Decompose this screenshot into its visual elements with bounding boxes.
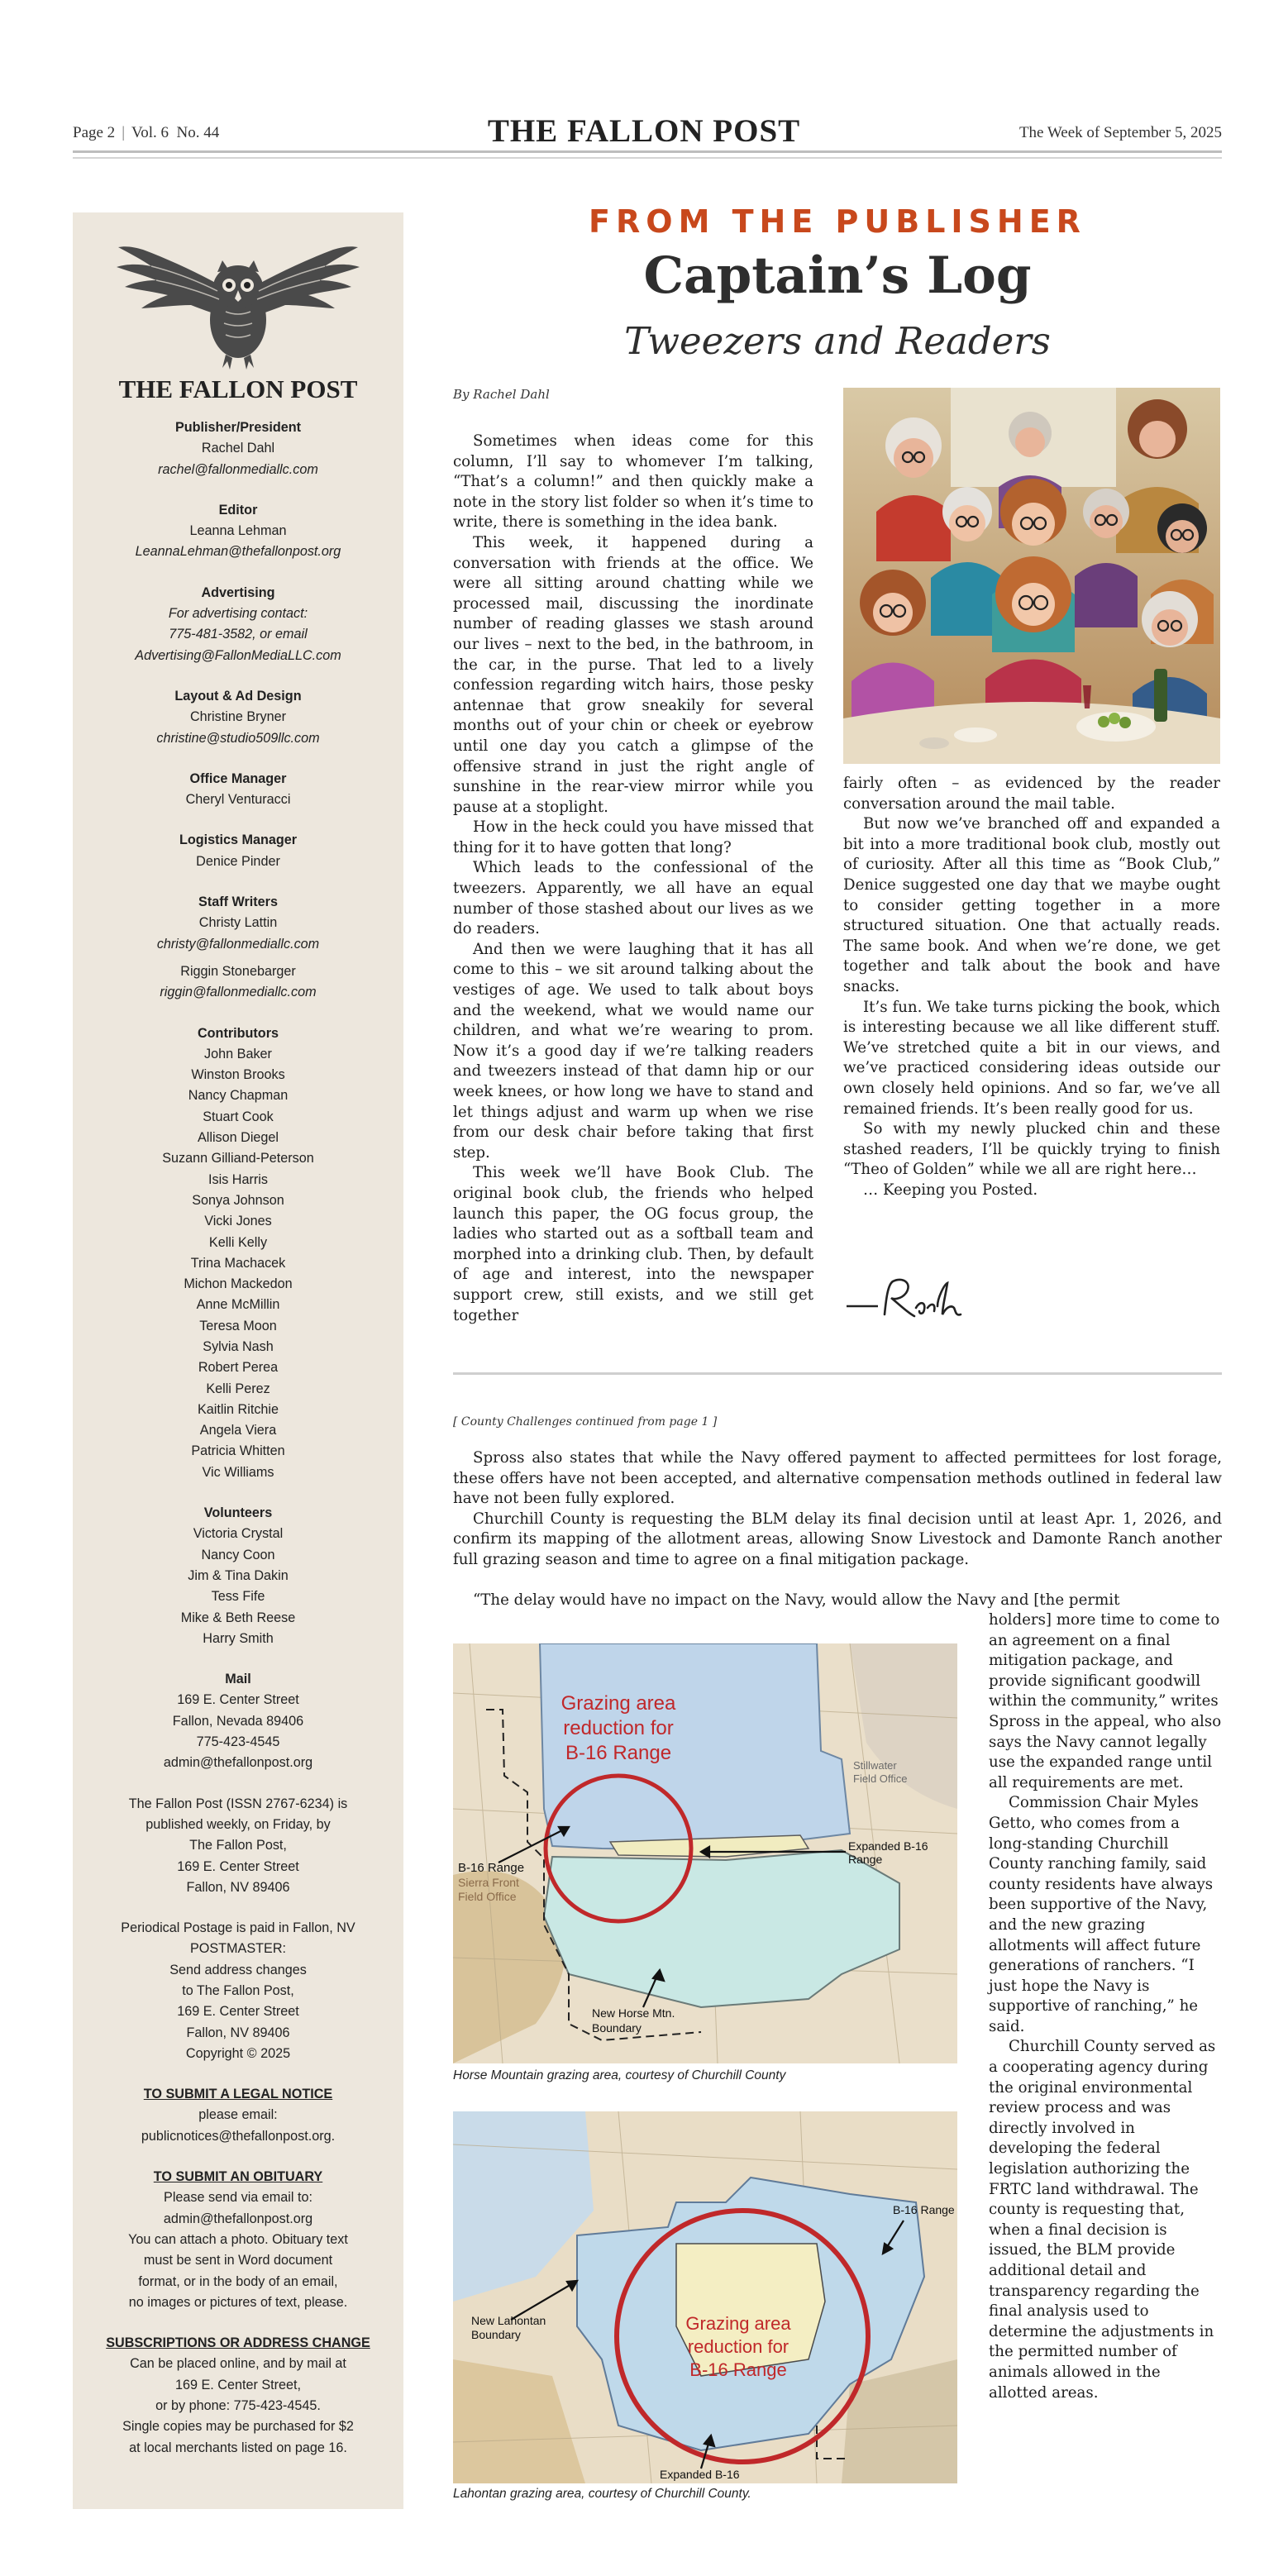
issn-line: published weekly, on Friday, by [145,1816,331,1832]
book-club-illustration [843,388,1220,764]
map1-label-expanded-1: Expanded B-16 [848,1839,928,1853]
map1-label-sierra-1: Sierra Front [458,1876,519,1889]
horse-mountain-map [453,1643,957,2063]
advertising-contact: For advertising contact: [168,606,308,622]
article-headline: Captain’s Log [643,246,1032,305]
map1-title-1: Grazing area [561,1692,676,1715]
volunteer-name: Nancy Coon [201,1547,275,1562]
continuation-note: [ County Challenges continued from page 1 ] [453,1415,718,1429]
legal-notice-text [73,2105,403,2147]
map2-caption: Lahontan grazing area, courtesy of Churchill County. [453,2487,751,2501]
header-rule [73,150,1222,153]
map2-label-expanded: Expanded B-16 [660,2468,740,2481]
advertising-phone: 775-481-3582, or email [169,627,308,642]
contributor-name: Robert Perea [198,1360,279,1376]
email-link[interactable]: Advertising@FallonMediaLLC.com [135,647,341,663]
role-heading: Staff Writers [198,894,278,910]
issn-line: 169 E. Center Street [177,1858,299,1874]
contributor-name: Angela Viera [199,1423,277,1438]
staff-name: Rachel Dahl [201,441,275,456]
postage-line: to The Fallon Post, [182,1983,294,1998]
header-rule-thin [73,157,1222,159]
contributor-name: Vic Williams [202,1464,274,1480]
contributor-name: Kelli Kelly [208,1234,268,1250]
role-heading: Publisher/President [174,420,302,435]
postage-line: Send address changes [169,1962,307,1977]
contributor-name: Teresa Moon [199,1318,277,1333]
contributor-name: Trina Machacek [190,1255,286,1271]
paragraph: How in the heck could you have missed that thing for it to have gotten that long? [453,818,813,856]
map2-title-2: reduction for [687,2336,789,2357]
contributor-name: Michon Mackedon [184,1276,293,1292]
role-heading: Contributors [197,1025,279,1041]
role-heading: Volunteers [203,1505,273,1521]
legal-notice-heading: TO SUBMIT A LEGAL NOTICE [143,2087,333,2102]
volunteers-block [73,1503,403,1649]
paragraph: fairly often – as evidenced by the reader conversation around the mail table. [843,775,1220,813]
role-heading: Editor [218,502,258,518]
publisher-signature [845,1273,969,1326]
masthead-sidebar [73,212,403,2509]
page-info: Page 2 | Vol. 6 No. 44 [73,124,220,141]
map1-label-b16: B-16 Range [458,1861,525,1875]
editor-block [73,500,403,563]
layout-block [73,686,403,749]
paragraph: This week we’ll have Book Club. The original book club, the friends who helped launch this paper, the OG focus group, the ladies who started out as a softball team and morphed into a drinking club. Then, by default of age and interest, into the newspaper support crew, still exists, and we still get together [453,1164,813,1324]
obituary-text [73,2187,403,2313]
map1-title-2: reduction for [563,1717,674,1739]
paragraph: So with my newly plucked chin and these stashed readers, I’ll be quickly trying to finish “Theo of Golden” while we all are right here… [843,1120,1220,1179]
postage-line: Periodical Postage is paid in Fallon, NV [121,1920,355,1936]
lahontan-map [453,2111,957,2483]
volunteer-name: Victoria Crystal [193,1526,284,1542]
contributor-name: John Baker [204,1046,272,1061]
contributor-name: Winston Brooks [191,1067,285,1083]
advertising-block [73,583,403,666]
staff-name: Christine Bryner [189,709,287,725]
article-subhead: Tweezers and Readers [624,319,1051,363]
legal-line: please email: [198,2107,278,2123]
obituary-line: You can attach a photo. Obituary text [128,2231,348,2247]
subscription-line: or by phone: 775-423-4545. [155,2398,321,2414]
subscriptions-block [73,2333,403,2459]
issn-line: The Fallon Post, [189,1838,287,1853]
staff-name: Denice Pinder [196,853,280,869]
issue-date: The Week of September 5, 2025 [1018,124,1222,141]
obituary-line: Please send via email to: [164,2190,312,2206]
map2-title-3: B-16 Range [689,2359,787,2380]
staff-name: Cheryl Venturacci [185,792,291,808]
paragraph: Churchill County served as a cooperating agency during the original environmental review process and was directly involved in developing the federal legislation authorizing the FRTC land withdrawal. The county is requesting that, when a final decision is issued, the BLM provide additional detail and transparency regarding the final analysis used to determine the adjustments in the permitted number of animals allowed in the allotted areas. [989,2038,1216,2402]
paragraph: And then we were laughing that it has all come to this – we sit around talking about the vestiges of age. We used to talk about boys and the weekend, what we would name our children, and what we’re wearing to prom. Now it’s a good day if we’re talking readers and tweezers instead of that damn hip or our week knees, or how long we have to stand and let things adjust and warm up when we rise from our desk chair before taking that first step. [453,940,813,1162]
map1-label-newhorse-1: New Horse Mtn. [592,2006,675,2020]
mail-address [73,1690,403,1773]
paragraph: Sometimes when ideas come for this column, I’ll say to whomever I’m talking, “That’s a column!” and then quickly make a note in the story list folder so when it’s time to write, there is something in the idea bank. [453,432,813,532]
issn-block [73,1794,403,1898]
email-link[interactable]: rachel@fallonmediallc.com [158,461,318,477]
page-number: Page 2 [73,124,116,141]
contributor-name: Vicki Jones [204,1214,272,1229]
paragraph: holders] more time to come to an agreement on a final mitigation package, and provide significant goodwill within the community,” writes Spross in the appeal, who also says the Navy cannot legally use the expanded range until all requirements are met. [989,1611,1222,1791]
volunteer-name: Mike & Beth Reese [180,1610,296,1625]
postage-line: Copyright © 2025 [185,2045,291,2061]
publisher-block [73,417,403,480]
map1-label-expanded-2: Range [848,1853,883,1866]
postage-statement [73,1918,403,2064]
volume-number: Vol. 6 No. 44 [131,124,220,141]
map2-title-1: Grazing area [685,2313,791,2334]
paragraph: Churchill County is requesting the BLM delay its final decision until at least Apr. 1, 2026, and confirm its mapping of the allotment areas, allowing Snow Livestock and Damonte Ranch another full grazing season and time to agree on a final mitigation package. [453,1510,1222,1568]
volunteer-name: Harry Smith [203,1630,274,1646]
email-link[interactable]: christy@fallonmediallc.com [156,936,320,952]
role-heading: Mail [225,1672,251,1687]
subscriptions-text [73,2354,403,2458]
email-link[interactable]: christine@studio509llc.com [156,730,320,746]
legal-notice-block [73,2084,403,2147]
obituary-line: no images or pictures of text, please. [128,2294,348,2310]
subscription-line: at local merchants listed on page 16. [129,2440,347,2455]
paragraph: It’s fun. We take turns picking the book, which is interesting because we all like different stuff. We’ve stretched quite a bit in our views, and we’ve practiced considering ideas outside our own closely held opinions. And so far, we’ve all remained friends. It’s been really good for us. [843,998,1220,1118]
paragraph: This week, it happened during a conversation with friends at the office. We were all sitting around chatting while we processed mail, discussing the inordinate number of reading glasses we stash around our lives – next to the bed, in the bathroom, in the car, in the purse. That led to a lively confession regarding witch hairs, those pesky antennae that grow sneakily for several months out of your chin or cheek or eyebrow until one day you catch a glimpse of the offensive strand in just the right angle of sunshine in the rear-view mirror while you pause at a stoplight. [453,533,813,816]
mail-line[interactable]: admin@thefallonpost.org [163,1755,313,1771]
office-block [73,769,403,811]
postage-block [73,1918,403,2064]
sidebar-masthead: THE FALLON POST [118,374,358,403]
contributor-name: Stuart Cook [203,1109,274,1124]
postage-line: POSTMASTER: [189,1941,287,1957]
subscription-line: 169 E. Center Street, [174,2377,302,2392]
map2-label-newlahontan-2: Boundary [471,2328,521,2341]
contributors-list [73,1044,403,1483]
obituary-line: must be sent in Word document [143,2253,333,2268]
role-heading: Advertising [201,584,275,600]
article-column-2 [843,774,1220,1200]
issn-line: The Fallon Post (ISSN 2767-6234) is [128,1796,348,1811]
subscription-line: Single copies may be purchased for $2 [122,2419,354,2435]
map2-label-newlahontan-1: New Lahontan [471,2314,546,2327]
contributor-name: Allison Diegel [197,1130,279,1146]
map1-label-sierra-2: Field Office [458,1890,517,1903]
mail-line: 169 E. Center Street [177,1692,299,1708]
obituary-heading: TO SUBMIT AN OBITUARY [153,2169,323,2185]
map1-label-stillwater-1: Stillwater [853,1759,897,1772]
email-link[interactable]: LeannaLehman@thefallonpost.org [135,544,341,560]
role-heading: Logistics Manager [179,832,298,848]
contributors-block [73,1023,403,1484]
map1-label-stillwater-2: Field Office [853,1772,908,1785]
contributor-name: Anne McMillin [196,1297,280,1313]
staff-writers-block [73,892,403,1003]
postage-line: Fallon, NV 89406 [186,2025,290,2040]
paragraph: Spross also states that while the Navy offered payment to affected permittees for lost forage, these offers have not been accepted, and alternative compensation methods outlined in federal law have not been fully explored. [453,1449,1222,1508]
issn-line: Fallon, NV 89406 [186,1879,290,1895]
paragraph: But now we’ve branched off and expanded a bit into a more traditional book club, mostly out of curiosity. After all this time as “Book Club,” Denice suggested one day that we maybe ought to consider getting together in a more structured situation. One that actually reads. The same book. And when we’re done, we get together and talk about the book and have snacks. [843,815,1220,995]
mail-block [73,1669,403,1773]
obituary-block [73,2167,403,2313]
volunteers-list [73,1524,403,1649]
contributor-name: Suzann Gilliand-Peterson [162,1151,314,1166]
contributor-name: Sylvia Nash [203,1338,274,1354]
map1-label-newhorse-2: Boundary [592,2021,642,2035]
obituary-line[interactable]: admin@thefallonpost.org [163,2211,313,2226]
contributor-name: Kaitlin Ritchie [197,1401,279,1417]
contributor-name: Patricia Whitten [191,1443,285,1459]
paragraph: Commission Chair Myles Getto, who comes from a long-standing Churchill County ranching family, said county residents have always been supportive of the Navy, and the new grazing allotments will affect future generations of ranchers. “I just hope the Navy is supportive of ranching,” he said. [989,1794,1214,2035]
contributor-name: Kelli Perez [206,1381,270,1396]
byline: By Rachel Dahl [453,387,550,402]
staff-name: Riggin Stonebarger [180,963,296,979]
continued-story-text [453,1448,1222,1571]
volunteer-name: Jim & Tina Dakin [188,1567,289,1583]
mail-line: Fallon, Nevada 89406 [172,1713,304,1729]
role-heading: Office Manager [189,770,287,786]
paper-title: THE FALLON POST [487,113,801,149]
logistics-block [73,830,403,872]
paragraph: … Keeping you Posted. [863,1181,1038,1199]
subscription-line: Can be placed online, and by mail at [130,2356,346,2372]
volunteer-name: Tess Fife [211,1589,265,1605]
section-kicker: FROM THE PUBLISHER [589,203,1086,240]
issn-statement [73,1794,403,1898]
map1-title-3: B-16 Range [565,1742,672,1764]
continued-quote-start: “The delay would have no impact on the Navy, would allow the Navy and [the permit [473,1591,1120,1609]
continued-right-column [989,1610,1222,2403]
role-heading: Layout & Ad Design [174,688,302,704]
contributor-name: Sonya Johnson [192,1192,284,1208]
subscriptions-heading: SUBSCRIPTIONS OR ADDRESS CHANGE [106,2335,370,2351]
obituary-line: format, or in the body of an email, [138,2273,338,2289]
owl-logo-icon [73,229,403,377]
staff-name: Christy Lattin [198,915,278,931]
section-divider [453,1372,1222,1375]
map2-label-b16: B-16 Range [893,2203,955,2216]
paragraph: Which leads to the confessional of the tweezers. Apparently, we all have an equal number of those stashed about our lives as we do readers. [453,859,813,938]
email-link[interactable]: riggin@fallonmediallc.com [160,985,317,1000]
article-column-1 [453,432,813,1326]
map1-caption: Horse Mountain grazing area, courtesy of Churchill County [453,2068,786,2082]
postage-line: 169 E. Center Street [177,2004,299,2020]
staff-name: Leanna Lehman [189,523,287,539]
contributor-name: Isis Harris [208,1171,268,1187]
contributor-name: Nancy Chapman [188,1088,289,1104]
mail-line: 775-423-4545 [196,1734,280,1750]
staff-directory [73,417,403,2478]
legal-line[interactable]: publicnotices@thefallonpost.org. [141,2128,336,2144]
